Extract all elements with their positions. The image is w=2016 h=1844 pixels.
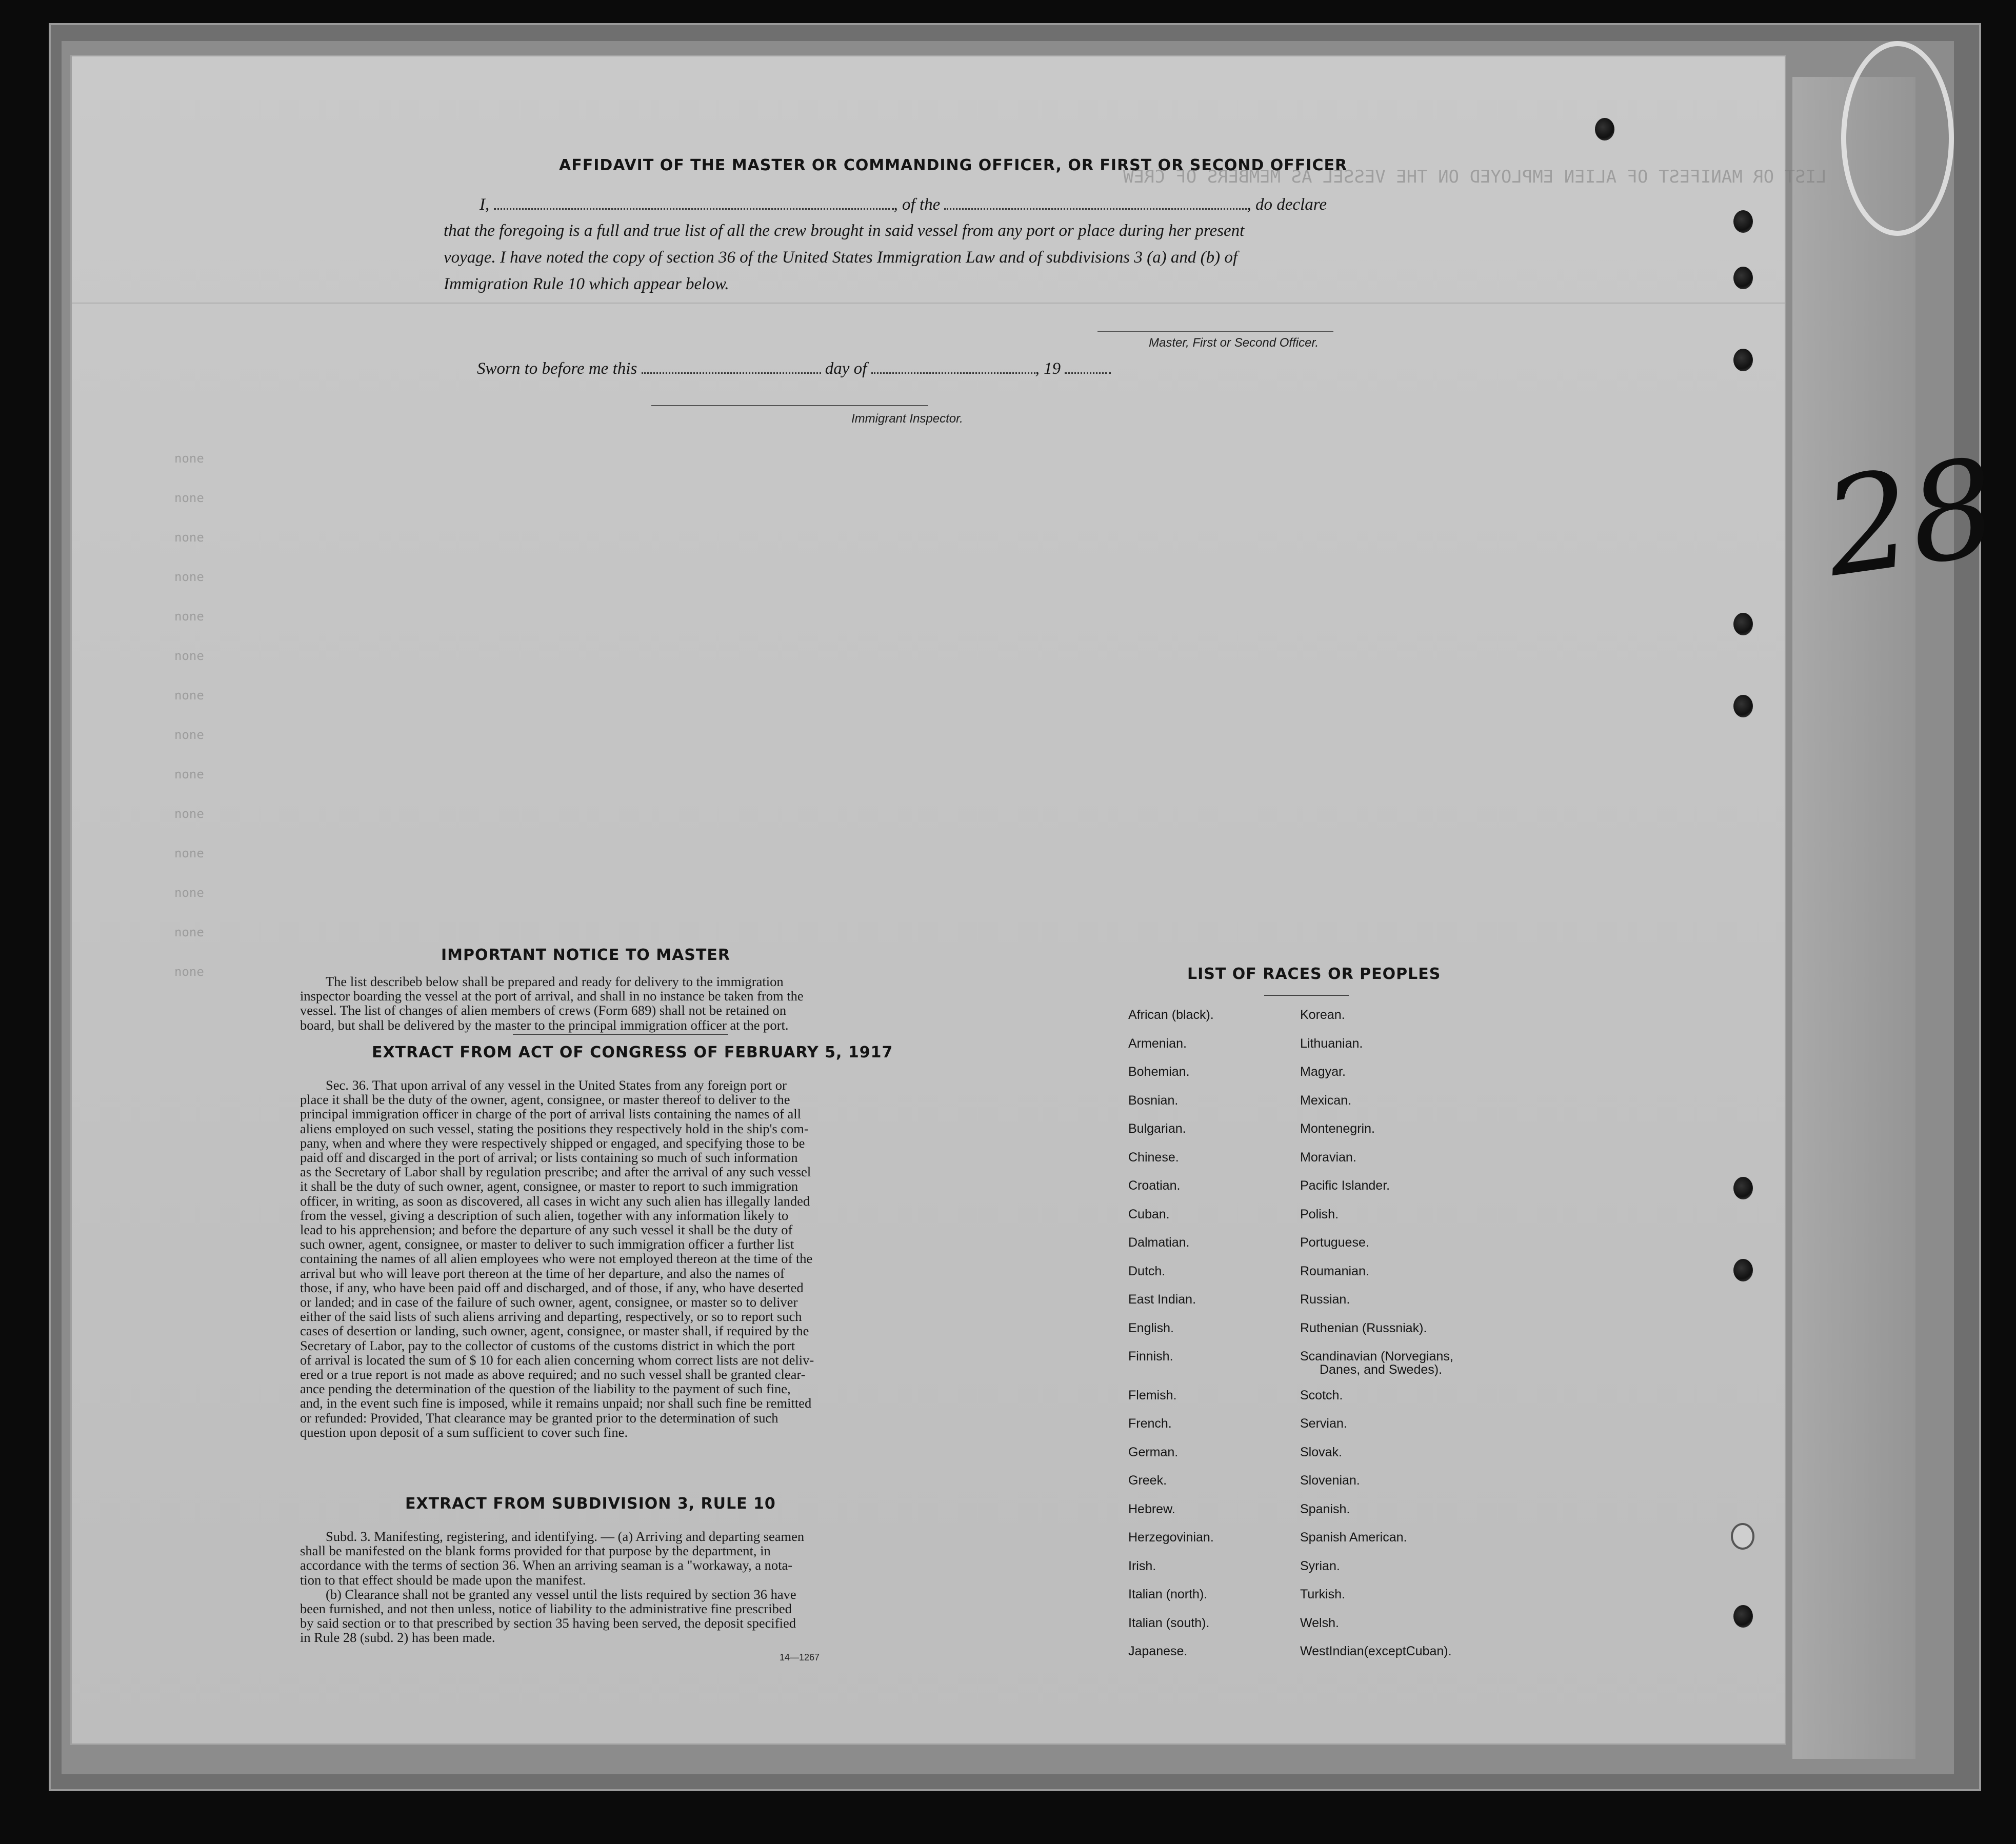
affidavit-line-3: voyage. I have noted the copy of section 36 of the United States Immigration Law and of subdivisions 3 (a) and (b) of [444, 248, 1238, 267]
race-item: Irish. [1128, 1558, 1156, 1573]
race-item: African (black). [1128, 1008, 1214, 1022]
body-line: by said section or to that prescribed by section 35 having been served, the deposit specified [300, 1615, 796, 1631]
sworn-year: , 19 [1035, 359, 1061, 378]
race-item: Lithuanian. [1300, 1036, 1363, 1051]
body-line: those, if any, who have been paid off and discharged, and of those, if any, who have deserted [300, 1279, 804, 1295]
race-item: Servian. [1300, 1416, 1347, 1431]
bleedthrough-cell: none [174, 530, 204, 545]
race-item: Bulgarian. [1128, 1121, 1186, 1136]
affidavit-line-2: that the foregoing is a full and true list of all the crew brought in said vessel from any port or place during her present [444, 222, 1245, 240]
inspector-signature-line[interactable] [651, 405, 928, 406]
body-line: pany, when and where they were respectively shipped or engaged, and specifying those to be [300, 1135, 805, 1151]
race-item: Herzegovinian. [1128, 1530, 1214, 1545]
race-item: Japanese. [1128, 1644, 1188, 1658]
race-item: Welsh. [1300, 1615, 1339, 1630]
race-item: Montenegrin. [1300, 1121, 1375, 1136]
race-item: Syrian. [1300, 1558, 1340, 1573]
body-line: shall be manifested on the blank forms provided for that purpose by the department, in [300, 1543, 771, 1559]
notice-line: inspector boarding the vessel at the port of arrival, and shall in no instance be taken from the [300, 988, 804, 1004]
binder-hole [1731, 1523, 1754, 1550]
race-item: Italian (south). [1128, 1615, 1210, 1630]
race-item: East Indian. [1128, 1292, 1196, 1307]
race-item: German. [1128, 1445, 1179, 1459]
officer-caption: Master, First or Second Officer. [1149, 336, 1319, 350]
body-line: Secretary of Labor, pay to the collector of customs of the customs district in which the port [300, 1337, 795, 1353]
extract-rule-body [300, 1529, 939, 1645]
handwritten-page-number: 28 [1815, 430, 2006, 607]
binder-hole [1733, 210, 1753, 233]
bleedthrough-title: LIST OR MANIFEST OF ALIEN EMPLOYED ON THE VESSEL AS MEMBERS OF CREW [1123, 167, 1827, 187]
body-line: been furnished, and not then unless, notice of liability to the administrative fine prescribed [300, 1601, 792, 1617]
extract-rule-heading: EXTRACT FROM SUBDIVISION 3, RULE 10 [405, 1495, 776, 1513]
bleedthrough-cell: none [174, 886, 204, 900]
binder-hole [1733, 695, 1753, 717]
binder-hole [1733, 349, 1753, 371]
binder-hole [1733, 613, 1753, 635]
binder-hole [1733, 1177, 1753, 1199]
race-item: Portuguese. [1300, 1235, 1369, 1250]
affidavit-i: I, [480, 195, 490, 214]
notice-body [300, 974, 939, 1032]
affidavit-heading: AFFIDAVIT OF THE MASTER OR COMMANDING OFFICER, OR FIRST OR SECOND OFFICER [559, 156, 1348, 174]
body-line: containing the names of all alien employees who were not employed thereon at the time of the [300, 1251, 813, 1267]
affidavit-declare: , do declare [1247, 195, 1327, 214]
body-line: aliens employed on such vessel, stating the positions they respectively hold in the ship's com- [300, 1120, 809, 1136]
body-line: Sec. 36. That upon arrival of any vessel in the United States from any foreign port or [326, 1077, 787, 1093]
race-item: Polish. [1300, 1207, 1339, 1221]
race-item: Chinese. [1128, 1150, 1179, 1165]
sworn-start: Sworn to before me this [477, 359, 637, 378]
extract-act-body [300, 1078, 939, 1439]
body-line: lead to his apprehension; and before the departure of any such vessel it shall be the duty of [300, 1222, 793, 1238]
body-line: or refunded: Provided, That clearance may be granted prior to the determination of such [300, 1410, 779, 1426]
race-item: Pacific Islander. [1300, 1178, 1390, 1193]
race-item: Magyar. [1300, 1065, 1346, 1079]
notice-line: The list describeb below shall be prepared and ready for delivery to the immigration [326, 974, 784, 989]
race-item: English. [1128, 1320, 1174, 1335]
binder-hole [1733, 267, 1753, 289]
bleedthrough-cell: none [174, 688, 204, 703]
race-item: Flemish. [1128, 1388, 1177, 1402]
race-item: Turkish. [1300, 1587, 1345, 1601]
body-line: either of the said lists of such aliens arriving and departing, respectively, or so to report such [300, 1309, 802, 1325]
form-number: 14—1267 [780, 1652, 820, 1662]
body-line: officer, in writing, as soon as discovered, all cases in wicht any such alien has illegally landed [300, 1193, 810, 1209]
affidavit-line-4: Immigration Rule 10 which appear below. [444, 275, 729, 293]
race-item: Spanish. [1300, 1501, 1350, 1516]
race-item: Korean. [1300, 1008, 1345, 1022]
race-item: Slovak. [1300, 1445, 1342, 1459]
vessel-blank[interactable] [944, 195, 1247, 210]
race-item: Bohemian. [1128, 1065, 1190, 1079]
bleedthrough-cell: none [174, 570, 204, 584]
bleedthrough-cell: none [174, 807, 204, 821]
bleedthrough-cell: none [174, 491, 204, 505]
race-item: Slovenian. [1300, 1473, 1360, 1488]
bleedthrough-cell: none [174, 965, 204, 979]
body-line: place it shall be the duty of the owner, agent, consignee, or master thereof to deliver to the [300, 1092, 790, 1108]
sworn-day-blank[interactable] [642, 359, 821, 374]
binder-hole [1733, 1259, 1753, 1281]
race-item: Croatian. [1128, 1178, 1181, 1193]
body-line: paid off and discarged in the port of arrival; or lists containing so much of such information [300, 1150, 798, 1166]
notice-heading: IMPORTANT NOTICE TO MASTER [441, 946, 730, 964]
body-line: Subd. 3. Manifesting, registering, and identifying. — (a) Arriving and departing seamen [326, 1529, 805, 1544]
race-item: Dutch. [1128, 1264, 1166, 1278]
officer-signature-line[interactable] [1097, 331, 1333, 332]
race-item: Moravian. [1300, 1150, 1356, 1165]
race-item: Scandinavian (Norvegians, [1300, 1349, 1453, 1364]
race-item: Russian. [1300, 1292, 1350, 1307]
race-item: Finnish. [1128, 1349, 1173, 1364]
race-item: Cuban. [1128, 1207, 1170, 1221]
affidavit-of-the: , of the [893, 195, 941, 214]
bleedthrough-cell: none [174, 767, 204, 781]
race-item: Ruthenian (Russniak). [1300, 1320, 1427, 1335]
race-item: Dalmatian. [1128, 1235, 1190, 1250]
bleedthrough-cell: none [174, 925, 204, 939]
body-line: tion to that effect should be made upon the manifest. [300, 1572, 586, 1588]
bleedthrough-rule [72, 303, 1785, 304]
body-line: as the Secretary of Labor shall by regulation prescribe; and after the arrival of any such vessel [300, 1164, 811, 1180]
name-blank[interactable] [494, 195, 894, 210]
body-line: arrival but who will leave port thereon at the time of her departure, and also the names of [300, 1265, 785, 1281]
inspector-caption: Immigrant Inspector. [851, 412, 963, 426]
body-line: principal immigration officer in charge of the port of arrival lists containing the names of all [300, 1106, 802, 1122]
body-line: it shall be the duty of such owner, agent, consignee, or master to report to such immigration [300, 1178, 799, 1194]
binder-hole [1733, 1605, 1753, 1628]
race-item: French. [1128, 1416, 1172, 1431]
races-heading: LIST OF RACES OR PEOPLES [1187, 965, 1441, 983]
race-item: Hebrew. [1128, 1501, 1175, 1516]
manifest-page [72, 56, 1827, 1743]
divider [1264, 995, 1349, 996]
body-line: or landed; and in case of the failure of such owner, agent, consignee, or master so to deliver [300, 1294, 798, 1310]
race-item: Bosnian. [1128, 1093, 1179, 1108]
bleedthrough-cell: none [174, 728, 204, 742]
race-item: Danes, and Swedes). [1320, 1362, 1443, 1377]
body-line: (b) Clearance shall not be granted any vessel until the lists required by section 36 have [326, 1586, 796, 1602]
race-item: Scotch. [1300, 1388, 1343, 1402]
body-line: in Rule 28 (subd. 2) has been made. [300, 1630, 495, 1646]
bleedthrough-cell: none [174, 649, 204, 663]
binder-hole [1595, 118, 1614, 141]
race-item: Mexican. [1300, 1093, 1352, 1108]
sworn-month-blank[interactable] [871, 359, 1035, 374]
race-item: Roumanian. [1300, 1264, 1369, 1278]
bleedthrough-cell: none [174, 609, 204, 624]
body-line: of arrival is located the sum of $ 10 for each alien concerning whom correct lists are not deliv- [300, 1352, 814, 1368]
race-item: Italian (north). [1128, 1587, 1208, 1601]
body-line: from the vessel, giving a description of such alien, together with any information likely to [300, 1207, 789, 1223]
body-line: accordance with the terms of section 36. When an arriving seaman is a "workaway, a nota- [300, 1557, 793, 1573]
body-line: cases of desertion or landing, such owner, agent, consignee, or master shall, if required by the [300, 1323, 809, 1339]
notice-line: board, but shall be delivered by the master to the principal immigration officer at the port. [300, 1017, 789, 1033]
race-item: WestIndian(exceptCuban). [1300, 1644, 1452, 1658]
bleedthrough-cell: none [174, 846, 204, 860]
sworn-line [477, 359, 1111, 378]
divider [513, 1034, 728, 1035]
body-line: and, in the event such fine is imposed, while it remains unpaid; nor shall such fine be remitted [300, 1395, 812, 1411]
stamp-mark [1841, 41, 1954, 236]
body-line: ance pending the determination of the question of the liability to the payment of such fine, [300, 1381, 791, 1397]
race-item: Greek. [1128, 1473, 1167, 1488]
race-item: Spanish American. [1300, 1530, 1407, 1545]
notice-line: vessel. The list of changes of alien members of crews (Form 689) shall not be retained on [300, 1003, 787, 1018]
body-line: such owner, agent, consignee, or master to deliver to such immigration officer a further list [300, 1236, 794, 1252]
sworn-day: day of [825, 359, 867, 378]
race-item: Armenian. [1128, 1036, 1187, 1051]
sworn-year-blank[interactable] [1065, 359, 1111, 374]
affidavit-line-1 [480, 195, 1327, 214]
extract-act-heading: EXTRACT FROM ACT OF CONGRESS OF FEBRUARY 5, 1917 [372, 1044, 893, 1061]
body-line: question upon deposit of a sum sufficient to cover such fine. [300, 1424, 628, 1440]
bleedthrough-cell: none [174, 451, 204, 466]
page-edge-strip [1792, 77, 1915, 1759]
body-line: ered or a true report is not made as above required; and no such vessel shall be granted clear- [300, 1367, 806, 1382]
